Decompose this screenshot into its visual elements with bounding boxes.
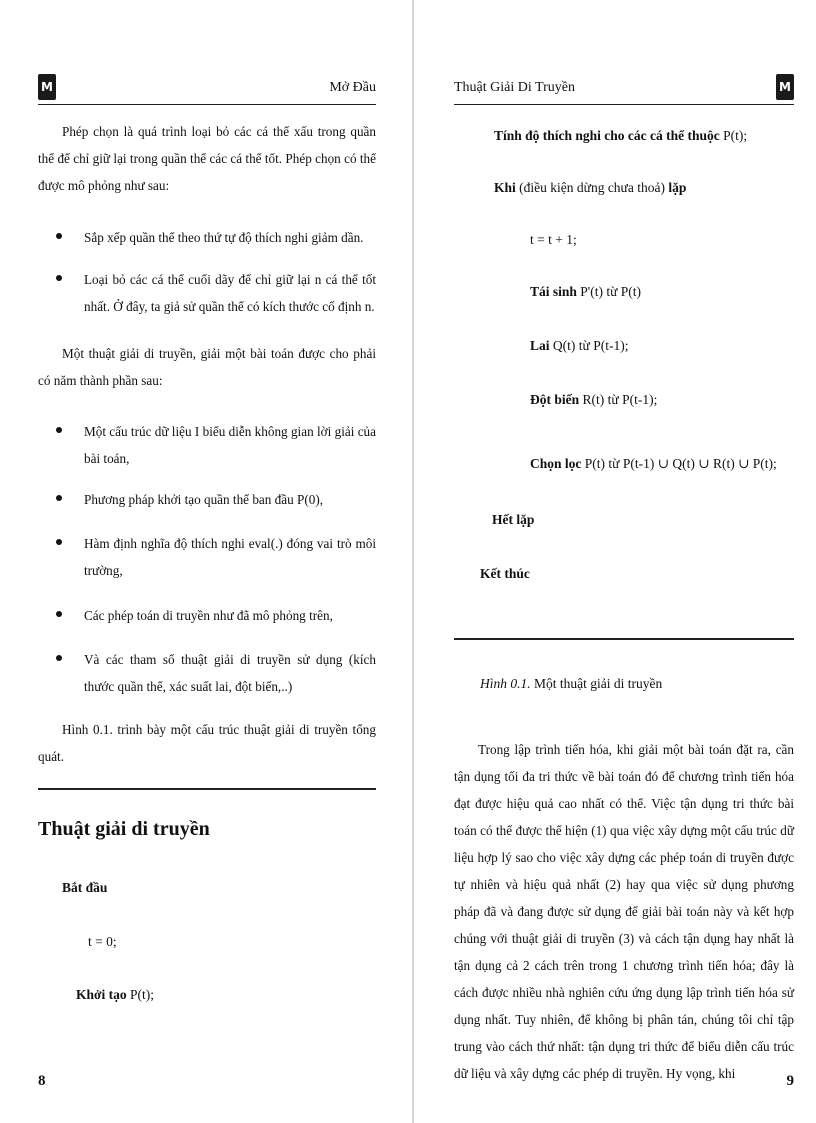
- body-paragraph: Trong lập trình tiến hóa, khi giải một bài toán đặt ra, cần tận dụng tối đa tri thức về bài toán đó để chương trình tiến hóa đạt được hiệu quả cao nhất có thể. Việc tận dụng tri thức bài toán có thể được thể hiện (1) qua việc xây dựng một cấu trúc dữ liệu hợp lý sao cho việc xây dựng các phép toán di truyền được tự nhiên và hiệu quả nhất (2) hay qua việc sử dụng phương pháp đã và đang được sử dụng để giải bài toán này và kết hợp chúng với thuật giải di truyền (3) và cách tận dụng hay nhất là tận dụng cả 2 cách trên trong 1 chương trình tiến hóa; đây là cách được nhiều nhà nghiên cứu ứng dụng lập trình tiến hóa sử dụng nhất. Tuy nhiên, để không bị phân tán, chúng tôi chỉ tập trung vào cách thứ nhất: tận dụng tri thức để biểu diễn cấu trúc dữ liệu và xây dựng các phép di truyền. Hy vọng, khi: [454, 742, 794, 1081]
- left-header-title: Mở Đầu: [329, 80, 376, 95]
- book-logo-icon: M: [38, 74, 56, 100]
- page-number: 8: [38, 1073, 46, 1089]
- page-number: 9: [786, 1073, 794, 1089]
- right-header-title: Thuật Giải Di Truyền: [454, 80, 575, 95]
- bullet-icon: [56, 427, 62, 433]
- list-item: Phương pháp khởi tạo quần thể ban đầu P(0),: [56, 486, 376, 513]
- right-page: [414, 0, 816, 1123]
- section-title: Thuật giải di truyền: [38, 818, 210, 840]
- right-header-rule: [454, 104, 794, 105]
- list-item: Một cấu trúc dữ liệu I biểu diễn không gian lời giải của bài toán,: [56, 418, 376, 472]
- algo-eval: Tính độ thích nghi cho các cá thể thuộc P(t);: [494, 128, 748, 143]
- intro-paragraph: Phép chọn là quá trình loại bỏ các cá thể xấu trong quần thể để chỉ giữ lại trong quần thể các cá thể tốt. Phép chọn có thể được mô phỏng như sau:: [38, 124, 376, 193]
- bullet-icon: [56, 233, 62, 239]
- figure-reference: Hình 0.1. trình bày một cấu trúc thuật giải di truyền tổng quát.: [38, 722, 376, 764]
- bullet-icon: [56, 539, 62, 545]
- book-logo-icon: M: [776, 74, 794, 100]
- bullet-icon: [56, 655, 62, 661]
- list-item: Hàm định nghĩa độ thích nghi eval(.) đóng vai trò môi trường,: [56, 530, 376, 584]
- algo-end-loop: Hết lặp: [492, 512, 535, 527]
- list-item: Các phép toán di truyền như đã mô phỏng trên,: [56, 602, 376, 629]
- algo-while: Khi (điều kiện dừng chưa thoả) lặp: [494, 180, 687, 195]
- figure-caption: Hình 0.1. Một thuật giải di truyền: [480, 676, 663, 691]
- figure-rule: [454, 638, 794, 640]
- algo-regen: Tái sinh P'(t) từ P(t): [530, 284, 642, 299]
- algo-crossover: Lai Q(t) từ P(t-1);: [530, 338, 629, 353]
- algo-t-inc: t = t + 1;: [530, 232, 577, 247]
- list-item: Và các tham số thuật giải di truyền sử dụng (kích thước quần thể, xác suất lai, đột biến,..): [56, 646, 376, 700]
- list-item: Sắp xếp quần thể theo thứ tự độ thích nghi giảm dần.: [56, 224, 376, 251]
- bullet-icon: [56, 495, 62, 501]
- algo-mutation: Đột biến R(t) từ P(t-1);: [530, 392, 658, 407]
- algo-begin: Bắt đầu: [62, 880, 108, 895]
- algo-selection: Chọn lọc P(t) từ P(t-1) ∪ Q(t) ∪ R(t) ∪ P(t);: [530, 456, 777, 471]
- list-item: Loại bỏ các cá thể cuối dãy để chỉ giữ lại n cá thể tốt nhất. Ở đây, ta giả sử quần thể có kích thước cố định n.: [56, 266, 376, 320]
- algo-t-init: t = 0;: [88, 934, 117, 949]
- bullet-icon: [56, 275, 62, 281]
- section-rule: [38, 788, 376, 790]
- algo-init: Khởi tạo P(t);: [76, 987, 154, 1002]
- algo-end: Kết thúc: [480, 566, 530, 581]
- bullet-icon: [56, 611, 62, 617]
- left-header-rule: [38, 104, 376, 105]
- components-intro: Một thuật giải di truyền, giải một bài toán được cho phải có năm thành phần sau:: [38, 346, 376, 388]
